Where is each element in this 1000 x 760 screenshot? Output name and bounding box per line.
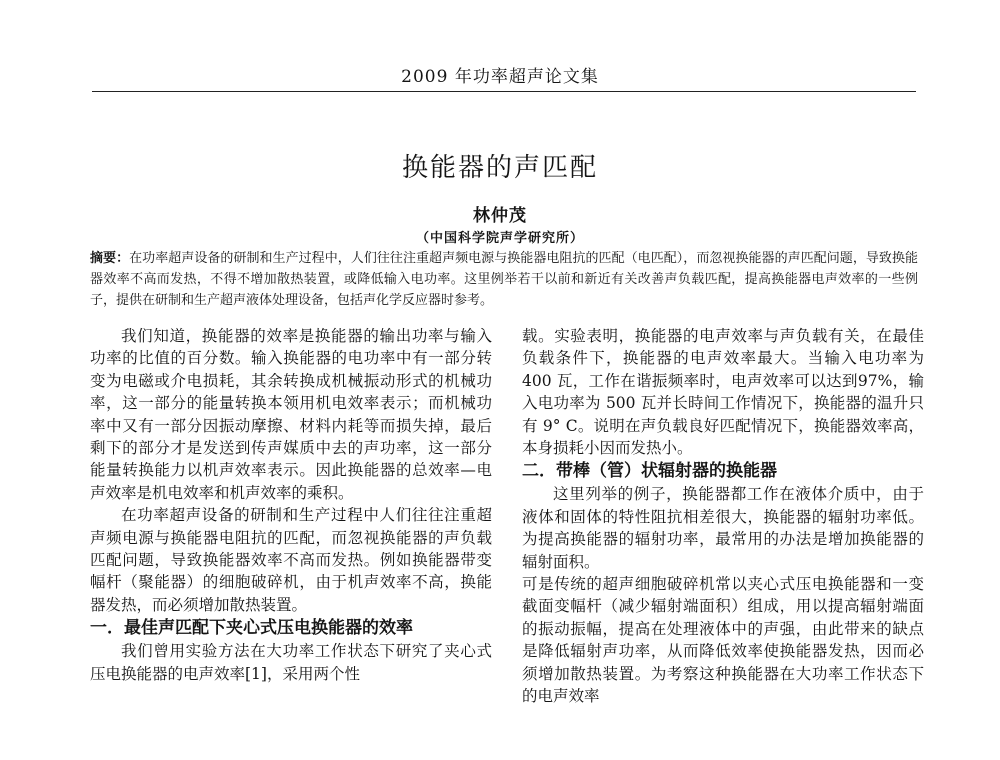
abstract-text: 在功率超声设备的研制和生产过程中，人们往往注重超声频电源与换能器电阻抗的匹配（电匹配），而忽视换能器的声匹配问题，导致换能器效率不高而发热，不得不增加散热装置，或降低输入电功率。这里例举若干以前和新近有关改善声负载匹配，提高换能器电声效率的一些例子，提供在研制和生产超声液体处理设备，包括声化学反应器时参考。 [90, 251, 918, 308]
abstract [90, 248, 918, 311]
left-paragraph-2: 在功率超声设备的研制和生产过程中人们往往注重超声频电源与换能器电阻抗的匹配，而忽视换能器的声负载匹配问题，导致换能器效率不高而发热。例如换能器带变幅杆（聚能器）的细胞破碎机，由于机声效率不高，换能器发热，而必须增加散热装置。 [90, 506, 492, 614]
right-paragraph-1: 载。实验表明，换能器的电声效率与声负载有关，在最佳负载条件下，换能器的电声效率最大。当输入电功率为 400 瓦，工作在谐振频率时，电声效率可以达到97%，输入电功率为 500 瓦并长時间工作情况下，换能器的温升只有 9° C。说明在声负载良好匹配情况下，换能器效率高，本身损耗小因而发热小。 [522, 327, 924, 458]
right-paragraph-3: 可是传统的超声细胞破碎机常以夹心式压电换能器和一变截面变幅杆（减少辐射端面积）组成，用以提高辐射端面的振动振幅，提高在处理液体中的声强，由此带来的缺点是降低辐射声功率，从而降低效率使换能器发热，因而必须增加散热装置。为考察这种换能器在大功率工作状态下的电声效率 [522, 575, 924, 706]
header-rule [92, 91, 916, 92]
left-paragraph-1: 我们知道，换能器的效率是换能器的输出功率与输入功率的比值的百分数。输入换能器的电功率中有一部分转变为电磁或介电损耗，其余转换成机械振动形式的机械功率，这一部分的能量转换本领用机电效率表示；而机械功率中又有一部分因振动摩擦、材料内耗等而损失掉，最后剩下的部分才是发送到传声媒质中去的声功率，这一部分能量转换能力以机声效率表示。因此换能器的总效率—电声效率是机电效率和机声效率的乘积。 [90, 327, 492, 502]
section-heading-2: 二．带棒（管）状辐射器的换能器 [522, 461, 777, 482]
right-column [522, 325, 924, 708]
abstract-label: 摘要： [90, 251, 130, 266]
paper-title: 换能器的声匹配 [401, 153, 598, 183]
paper-affiliation: （中国科学院声学研究所） [415, 231, 584, 246]
right-paragraph-2: 这里列举的例子，换能器都工作在液体介质中，由于液体和固体的特性阻抗相差很大，换能器的辐射功率低。为提高换能器的辐射功率，最常用的办法是增加换能器的辐射面积。 [522, 485, 924, 571]
left-paragraph-3: 我们曾用实验方法在大功率工作状态下研究了夹心式压电换能器的电声效率[1]，采用两个性 [90, 642, 492, 683]
section-heading-1: 一．最佳声匹配下夹心式压电换能器的效率 [90, 618, 413, 639]
paper-author: 林仲茂 [473, 206, 527, 226]
left-column [90, 325, 492, 685]
running-header: 2009 年功率超声论文集 [401, 67, 599, 87]
